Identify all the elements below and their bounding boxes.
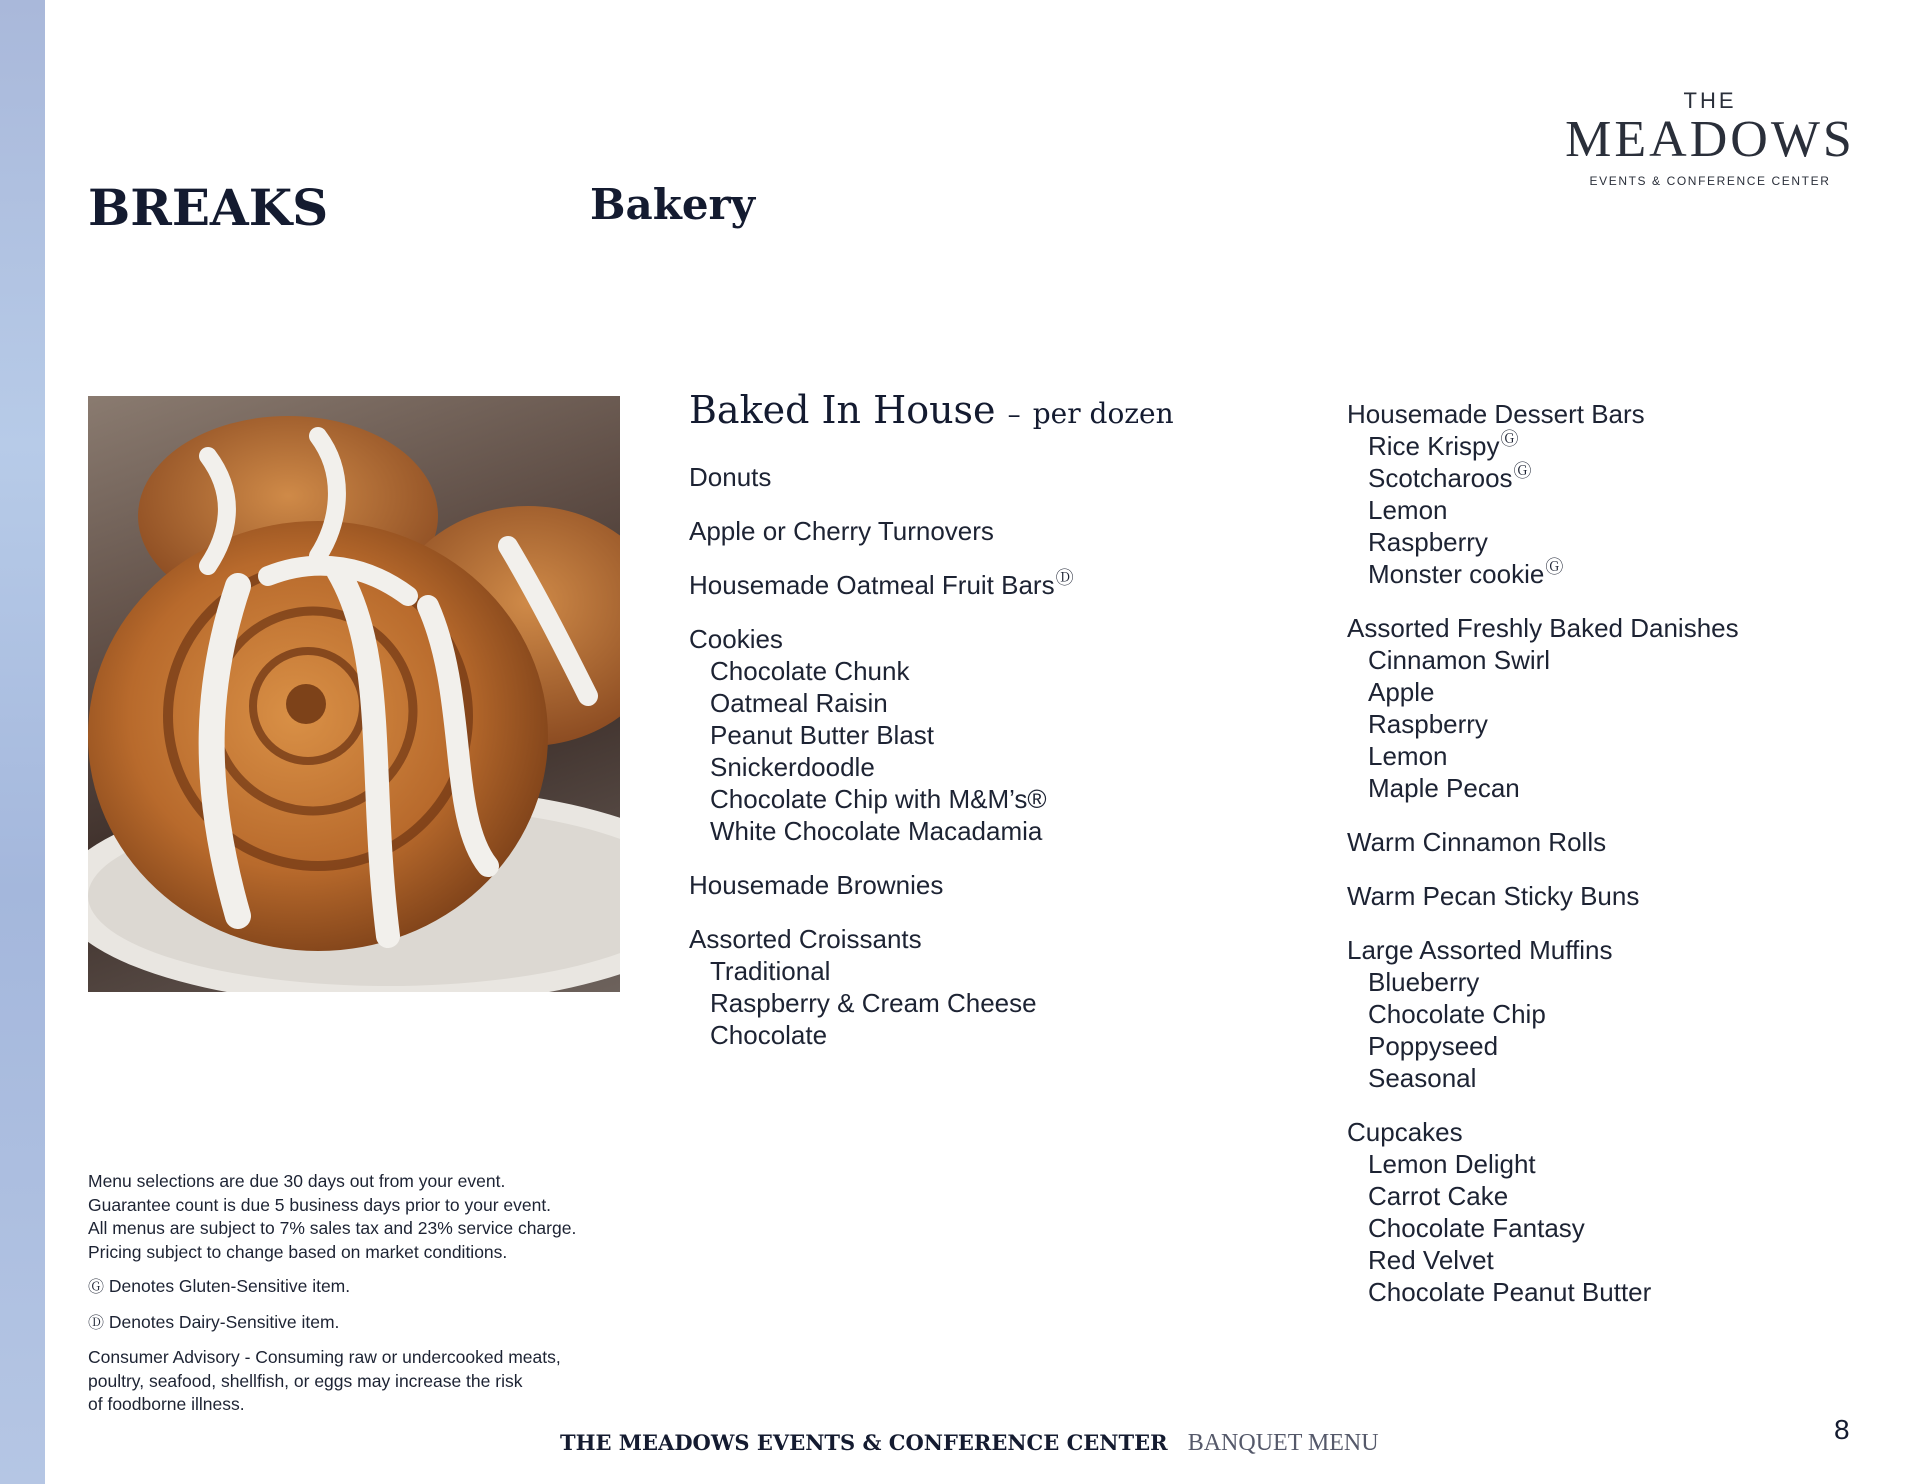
group-title: Assorted Freshly Baked Danishes	[1347, 613, 1739, 643]
list-item: Lemon Delight	[1368, 1149, 1536, 1179]
list-item: Carrot Cake	[1368, 1181, 1509, 1211]
list-item: Oatmeal Raisin	[710, 688, 888, 718]
decorative-side-stripe	[0, 0, 45, 1484]
menu-group	[689, 869, 1289, 901]
list-item: Chocolate Chunk	[710, 656, 910, 686]
baked-in-house-heading	[689, 388, 1289, 437]
consumer-advisory: Consumer Advisory - Consuming raw or undercooked meats, poultry, seafood, shellfish, or eggs may increase the risk of foodborne illness.	[88, 1347, 561, 1414]
list-item: Raspberry	[1368, 527, 1488, 557]
list-item: Cinnamon Swirl	[1368, 645, 1551, 675]
group-title: Housemade Brownies	[689, 870, 944, 900]
group-title: Assorted Croissants	[689, 924, 922, 954]
list-item: White Chocolate Macadamia	[710, 816, 1043, 846]
gluten-sensitive-icon: Ⓖ	[1513, 461, 1532, 482]
baked-in-house-column	[689, 388, 1289, 1073]
list-item: Blueberry	[1368, 967, 1480, 997]
dairy-legend: Ⓓ Denotes Dairy-Sensitive item.	[88, 1311, 340, 1332]
menu-group-muffins	[1347, 934, 1867, 1094]
page-number: 8	[1834, 1414, 1850, 1445]
footer-venue-name: THE MEADOWS EVENTS & CONFERENCE CENTER	[560, 1430, 1168, 1455]
gluten-sensitive-icon: Ⓖ	[88, 1279, 105, 1296]
menu-group-croissants	[689, 923, 1289, 1051]
heading-per-dozen: per dozen	[1032, 397, 1174, 430]
list-item: Chocolate	[710, 1020, 828, 1050]
group-title: Large Assorted Muffins	[1347, 935, 1613, 965]
menu-group	[689, 461, 1289, 493]
dairy-sensitive-icon: Ⓓ	[88, 1314, 105, 1332]
menu-group	[1347, 826, 1867, 858]
list-item: Poppyseed	[1368, 1031, 1499, 1061]
group-title: Warm Pecan Sticky Buns	[1347, 881, 1640, 911]
page-footer	[560, 1430, 1379, 1457]
group-title: Housemade Oatmeal Fruit BarsⒹ	[689, 568, 1074, 600]
list-item: ScotcharoosⒼ	[1368, 461, 1532, 493]
menu-group	[689, 515, 1289, 547]
list-item: Traditional	[710, 956, 831, 986]
dairy-sensitive-icon: Ⓓ	[1055, 568, 1074, 589]
menu-group	[689, 569, 1289, 601]
menu-group-danishes	[1347, 612, 1867, 804]
menu-group-dessert-bars	[1347, 398, 1867, 590]
gluten-sensitive-icon: Ⓖ	[1545, 557, 1564, 578]
right-menu-column	[1347, 398, 1867, 1330]
group-title: Warm Cinnamon Rolls	[1347, 827, 1607, 857]
group-title: Housemade Dessert Bars	[1347, 399, 1645, 429]
list-item: Chocolate Chip	[1368, 999, 1546, 1029]
group-title: Cupcakes	[1347, 1117, 1463, 1147]
group-title: Donuts	[689, 462, 772, 492]
list-item: Maple Pecan	[1368, 773, 1520, 803]
list-item: Peanut Butter Blast	[710, 720, 935, 750]
list-item: Chocolate Peanut Butter	[1368, 1277, 1652, 1307]
menu-notes	[88, 1170, 648, 1428]
gluten-sensitive-icon: Ⓖ	[1500, 429, 1519, 450]
list-item: Raspberry & Cream Cheese	[710, 988, 1037, 1018]
logo-the: THE	[1683, 88, 1737, 113]
menu-group-cupcakes	[1347, 1116, 1867, 1308]
list-item: Lemon	[1368, 495, 1448, 525]
list-item: Red Velvet	[1368, 1245, 1494, 1275]
heading-dash: –	[1007, 400, 1021, 430]
list-item: Rice KrispyⒼ	[1368, 429, 1519, 461]
list-item: Lemon	[1368, 741, 1448, 771]
list-item: Monster cookieⒼ	[1368, 557, 1564, 589]
logo-name: MEADOWS	[1565, 111, 1855, 168]
cinnamon-roll-photo	[88, 396, 620, 992]
menu-group	[1347, 880, 1867, 912]
list-item: Snickerdoodle	[710, 752, 875, 782]
cinnamon-roll-illustration	[88, 396, 620, 992]
section-title: Bakery	[590, 180, 756, 229]
menu-group-cookies	[689, 623, 1289, 847]
list-item: Chocolate Chip with M&M’s®	[710, 784, 1047, 814]
list-item: Raspberry	[1368, 709, 1488, 739]
footer-doc-name: BANQUET MENU	[1187, 1430, 1379, 1456]
group-title: Cookies	[689, 624, 783, 654]
logo-subtitle: EVENTS & CONFERENCE CENTER	[1589, 174, 1831, 188]
meadows-logo	[1560, 88, 1860, 188]
list-item: Apple	[1368, 677, 1435, 707]
list-item: Seasonal	[1368, 1063, 1477, 1093]
group-title: Apple or Cherry Turnovers	[689, 516, 994, 546]
gluten-legend: Ⓖ Denotes Gluten-Sensitive item.	[88, 1276, 351, 1296]
page-title: BREAKS	[88, 178, 329, 237]
list-item: Chocolate Fantasy	[1368, 1213, 1585, 1243]
heading-text: Baked In House	[689, 388, 996, 432]
policy-notes: Menu selections are due 30 days out from your event. Guarantee count is due 5 business days prior to your event. All menus are subject to 7% sales tax and 23% service charge. Pricing subject to change based on market conditions.	[88, 1171, 577, 1262]
